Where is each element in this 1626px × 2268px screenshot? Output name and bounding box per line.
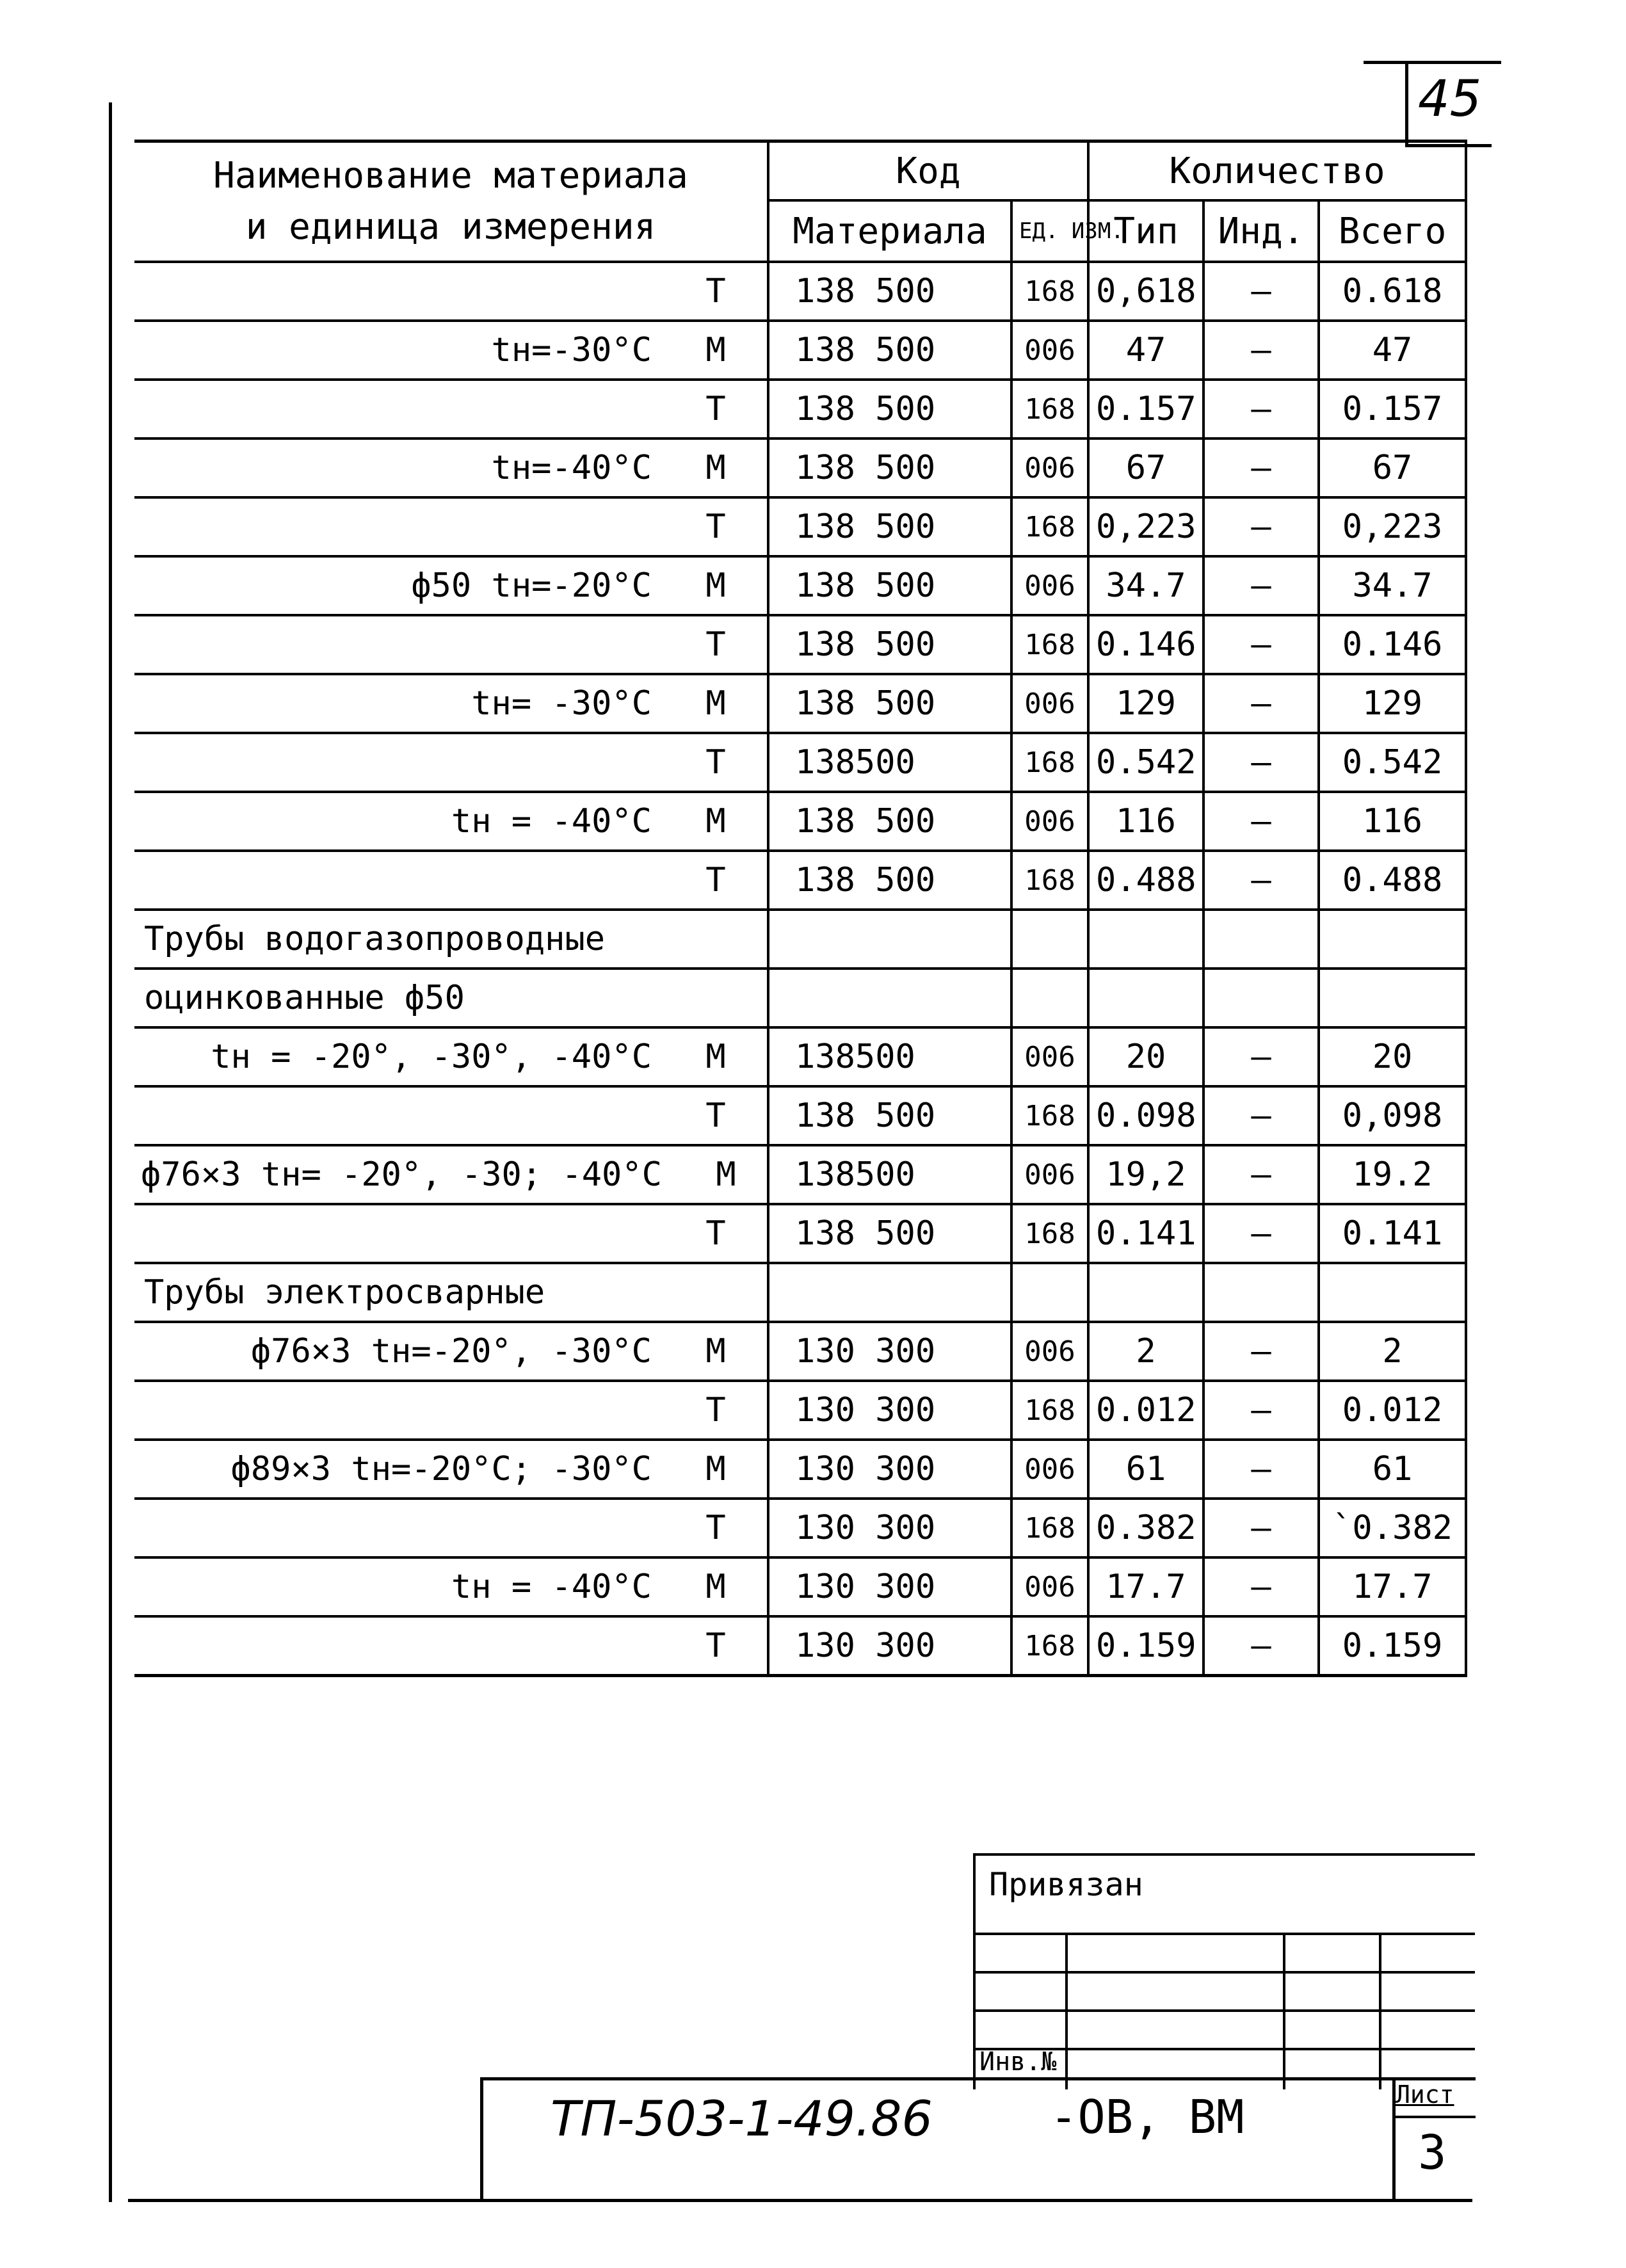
unit-code-cell: 006 [1011,674,1088,733]
type-qty-cell: 61 [1088,1440,1203,1499]
type-qty-cell: 0,223 [1088,497,1203,556]
table-row [134,792,1466,851]
material-code-cell: 138 500 [768,380,1011,438]
unit-code-cell: 168 [1011,1616,1088,1676]
sheet-number: 3 [1418,2125,1447,2180]
ind-qty-cell: — [1203,1086,1319,1145]
material-code-cell: 138500 [768,1027,1011,1086]
table-body [134,262,1466,1676]
ind-qty-cell: — [1203,438,1319,497]
table-row [134,380,1466,438]
header-code: Код [768,141,1088,201]
type-qty-cell [1088,910,1203,969]
total-qty-cell: 34.7 [1319,556,1466,615]
table-row [134,1263,1466,1322]
unit-code-cell: 168 [1011,380,1088,438]
ind-qty-cell: — [1203,321,1319,380]
table-row [134,733,1466,792]
row-label: ф50 tн=-20°С [411,567,652,605]
row-unit: Т [705,625,726,664]
header-ind: Инд. [1203,200,1319,262]
row-label: tн = -40°С [451,802,652,840]
row-label: оцинкованные ф50 [144,979,465,1017]
unit-code-cell: 006 [1011,438,1088,497]
type-qty-cell: 0.488 [1088,851,1203,910]
ind-qty-cell: — [1203,1381,1319,1440]
row-unit: М [705,567,726,605]
row-unit: Т [705,743,726,782]
material-code-cell: 138 500 [768,438,1011,497]
ind-qty-cell [1203,969,1319,1027]
unit-code-cell: 006 [1011,1145,1088,1204]
row-name-cell [134,497,768,556]
row-unit: М [705,1038,726,1076]
inventory-number-label: Инв.№ [979,2047,1057,2077]
row-unit: Т [705,1509,726,1547]
material-code-cell: 130 300 [768,1557,1011,1616]
total-qty-cell: 61 [1319,1440,1466,1499]
unit-code-cell: 006 [1011,1027,1088,1086]
total-qty-cell: 0.159 [1319,1616,1466,1676]
table-row [134,1381,1466,1440]
table-row [134,497,1466,556]
table-row [134,556,1466,615]
row-name-cell [134,615,768,674]
row-name-cell [134,1440,768,1499]
total-qty-cell: 0.157 [1319,380,1466,438]
bottom-frame-line [128,2199,1472,2202]
unit-code-cell: 006 [1011,321,1088,380]
row-unit: Т [705,1214,726,1253]
row-label: tн=-40°С [491,449,652,487]
type-qty-cell: 0.542 [1088,733,1203,792]
ind-qty-cell: — [1203,733,1319,792]
material-code-cell: 130 300 [768,1440,1011,1499]
total-qty-cell: 0,223 [1319,497,1466,556]
unit-code-cell: 168 [1011,615,1088,674]
row-unit: Т [705,390,726,428]
total-qty-cell [1319,910,1466,969]
row-name-cell [134,1616,768,1676]
row-unit: Т [705,1097,726,1135]
row-unit: М [705,449,726,487]
stamp-rule [976,1971,1475,1974]
row-name-cell [134,1557,768,1616]
row-name-cell [134,262,768,321]
unit-code-cell: 168 [1011,1381,1088,1440]
type-qty-cell: 20 [1088,1027,1203,1086]
row-name-cell [134,1381,768,1440]
table-row [134,1557,1466,1616]
unit-code-cell: 006 [1011,1322,1088,1381]
row-name-cell [134,1499,768,1557]
row-label: ф76×3 tн=-20°, -30°С [250,1332,652,1371]
ind-qty-cell: — [1203,851,1319,910]
table-row [134,1499,1466,1557]
left-margin-line [109,102,112,2202]
table-row [134,910,1466,969]
material-code-cell: 138500 [768,733,1011,792]
table-row [134,1204,1466,1263]
type-qty-cell: 0.098 [1088,1086,1203,1145]
sheet-cell-rule [1396,2116,1476,2118]
type-qty-cell: 47 [1088,321,1203,380]
table-row [134,262,1466,321]
table-row [134,1322,1466,1381]
row-label: tн = -40°С [451,1568,652,1606]
total-qty-cell: 129 [1319,674,1466,733]
unit-code-cell [1011,969,1088,1027]
document-code: ТП-503-1-49.86 [551,2090,933,2147]
material-code-cell [768,969,1011,1027]
table-row [134,1440,1466,1499]
total-qty-cell: 0.488 [1319,851,1466,910]
material-code-cell [768,1263,1011,1322]
material-code-cell: 138 500 [768,556,1011,615]
material-code-cell: 138 500 [768,851,1011,910]
row-name-cell [134,969,768,1027]
total-qty-cell: 47 [1319,321,1466,380]
ind-qty-cell [1203,1263,1319,1322]
material-code-cell: 138 500 [768,674,1011,733]
material-code-cell [768,910,1011,969]
type-qty-cell: 0.146 [1088,615,1203,674]
unit-code-cell: 006 [1011,792,1088,851]
type-qty-cell: 2 [1088,1322,1203,1381]
row-unit: М [705,331,726,369]
row-name-cell [134,792,768,851]
stamp-title: Привязан [989,1866,1143,1903]
table-row [134,438,1466,497]
material-code-cell: 138 500 [768,1204,1011,1263]
row-unit: Т [705,861,726,899]
material-code-cell: 138 500 [768,792,1011,851]
material-code-cell: 138 500 [768,615,1011,674]
total-qty-cell: 19.2 [1319,1145,1466,1204]
unit-code-cell: 006 [1011,1440,1088,1499]
row-name-cell [134,733,768,792]
ind-qty-cell: — [1203,556,1319,615]
row-unit: Т [705,1391,726,1429]
header-name-column: Наименование материала и единица измерения [134,141,768,262]
material-code-cell: 130 300 [768,1381,1011,1440]
row-label: tн = -20°, -30°, -40°С [211,1038,652,1076]
sheet-label: Лист [1396,2080,1454,2109]
ind-qty-cell: — [1203,1616,1319,1676]
header-material: Материала [768,200,1011,262]
type-qty-cell: 67 [1088,438,1203,497]
table-row [134,674,1466,733]
header-unit: ЕД. ИЗМ. [1011,200,1088,262]
document-suffix: -ОВ, ВМ [1050,2090,1244,2144]
row-name-cell [134,1145,768,1204]
table-row [134,1027,1466,1086]
total-qty-cell [1319,969,1466,1027]
unit-code-cell: 168 [1011,851,1088,910]
row-name-cell [134,1322,768,1381]
unit-code-cell: 168 [1011,497,1088,556]
total-qty-cell [1319,1263,1466,1322]
unit-code-cell: 168 [1011,1499,1088,1557]
row-name-cell [134,380,768,438]
header-total: Всего [1319,200,1466,262]
header-type: Тип [1088,200,1203,262]
type-qty-cell: 0.382 [1088,1499,1203,1557]
unit-code-cell [1011,910,1088,969]
type-qty-cell: 34.7 [1088,556,1203,615]
material-code-cell: 138 500 [768,497,1011,556]
unit-code-cell: 006 [1011,1557,1088,1616]
material-code-cell: 130 300 [768,1616,1011,1676]
stamp-divider [1379,1933,1381,2089]
ind-qty-cell: — [1203,615,1319,674]
row-label: tн=-30°С [491,331,652,369]
total-qty-cell: 0.141 [1319,1204,1466,1263]
unit-code-cell: 168 [1011,1204,1088,1263]
total-qty-cell: `0.382 [1319,1499,1466,1557]
total-qty-cell: 0.618 [1319,262,1466,321]
type-qty-cell: 0.157 [1088,380,1203,438]
ind-qty-cell: — [1203,792,1319,851]
row-unit: М [705,684,726,723]
type-qty-cell: 0.159 [1088,1616,1203,1676]
material-code-cell: 130 300 [768,1322,1011,1381]
ind-qty-cell: — [1203,497,1319,556]
total-qty-cell: 0,098 [1319,1086,1466,1145]
total-qty-cell: 2 [1319,1322,1466,1381]
row-label: tн= -30°С [471,684,652,723]
row-name-cell [134,851,768,910]
type-qty-cell: 129 [1088,674,1203,733]
unit-code-cell: 168 [1011,262,1088,321]
unit-code-cell: 006 [1011,556,1088,615]
ind-qty-cell: — [1203,1440,1319,1499]
table-row [134,615,1466,674]
row-label: Трубы водогазопроводные [144,920,606,958]
row-unit: М [705,802,726,840]
ind-qty-cell: — [1203,1027,1319,1086]
ind-qty-cell: — [1203,1499,1319,1557]
table-row [134,1145,1466,1204]
total-qty-cell: 0.146 [1319,615,1466,674]
row-label: ф89×3 tн=-20°С; -30°С [230,1450,652,1488]
table-row [134,851,1466,910]
total-qty-cell: 17.7 [1319,1557,1466,1616]
page-number: 45 [1418,70,1482,128]
table-row [134,969,1466,1027]
ind-qty-cell: — [1203,1557,1319,1616]
header-quantity: Количество [1088,141,1466,201]
stamp-divider [1283,1933,1285,2089]
total-qty-cell: 20 [1319,1027,1466,1086]
row-unit: М [705,1332,726,1371]
type-qty-cell: 116 [1088,792,1203,851]
table-header-row-1 [134,141,1466,201]
row-unit: Т [705,1627,726,1665]
ind-qty-cell [1203,910,1319,969]
table-row [134,1616,1466,1676]
total-qty-cell: 67 [1319,438,1466,497]
ind-qty-cell: — [1203,262,1319,321]
type-qty-cell [1088,1263,1203,1322]
type-qty-cell [1088,969,1203,1027]
row-name-cell [134,1086,768,1145]
row-label: ф76×3 tн= -20°, -30; -40°С [141,1155,662,1194]
total-qty-cell: 0.542 [1319,733,1466,792]
material-code-cell: 138 500 [768,1086,1011,1145]
row-name-cell [134,1204,768,1263]
ind-qty-cell: — [1203,1322,1319,1381]
unit-code-cell: 168 [1011,1086,1088,1145]
stamp-rule [976,2009,1475,2012]
ind-qty-cell: — [1203,1204,1319,1263]
stamp-divider [1065,1933,1068,2089]
table-row [134,321,1466,380]
row-name-cell [134,910,768,969]
row-label: Трубы электросварные [144,1273,545,1312]
unit-code-cell: 168 [1011,733,1088,792]
type-qty-cell: 17.7 [1088,1557,1203,1616]
row-name-cell [134,438,768,497]
row-unit: Т [705,508,726,546]
type-qty-cell: 0.012 [1088,1381,1203,1440]
stamp-rule [976,1933,1475,1935]
row-unit: Т [705,272,726,310]
material-code-cell: 138500 [768,1145,1011,1204]
table-row [134,1086,1466,1145]
ind-qty-cell: — [1203,674,1319,733]
total-qty-cell: 116 [1319,792,1466,851]
material-code-cell: 138 500 [768,321,1011,380]
row-name-cell [134,321,768,380]
row-unit: М [716,1155,736,1194]
type-qty-cell: 19,2 [1088,1145,1203,1204]
row-name-cell [134,674,768,733]
material-code-cell: 130 300 [768,1499,1011,1557]
unit-code-cell [1011,1263,1088,1322]
material-spec-table [134,140,1467,1677]
total-qty-cell: 0.012 [1319,1381,1466,1440]
type-qty-cell: 0,618 [1088,262,1203,321]
row-unit: М [705,1568,726,1606]
row-name-cell [134,1027,768,1086]
row-unit: М [705,1450,726,1488]
row-name-cell [134,556,768,615]
type-qty-cell: 0.141 [1088,1204,1203,1263]
ind-qty-cell: — [1203,1145,1319,1204]
material-code-cell: 138 500 [768,262,1011,321]
row-name-cell [134,1263,768,1322]
ind-qty-cell: — [1203,380,1319,438]
